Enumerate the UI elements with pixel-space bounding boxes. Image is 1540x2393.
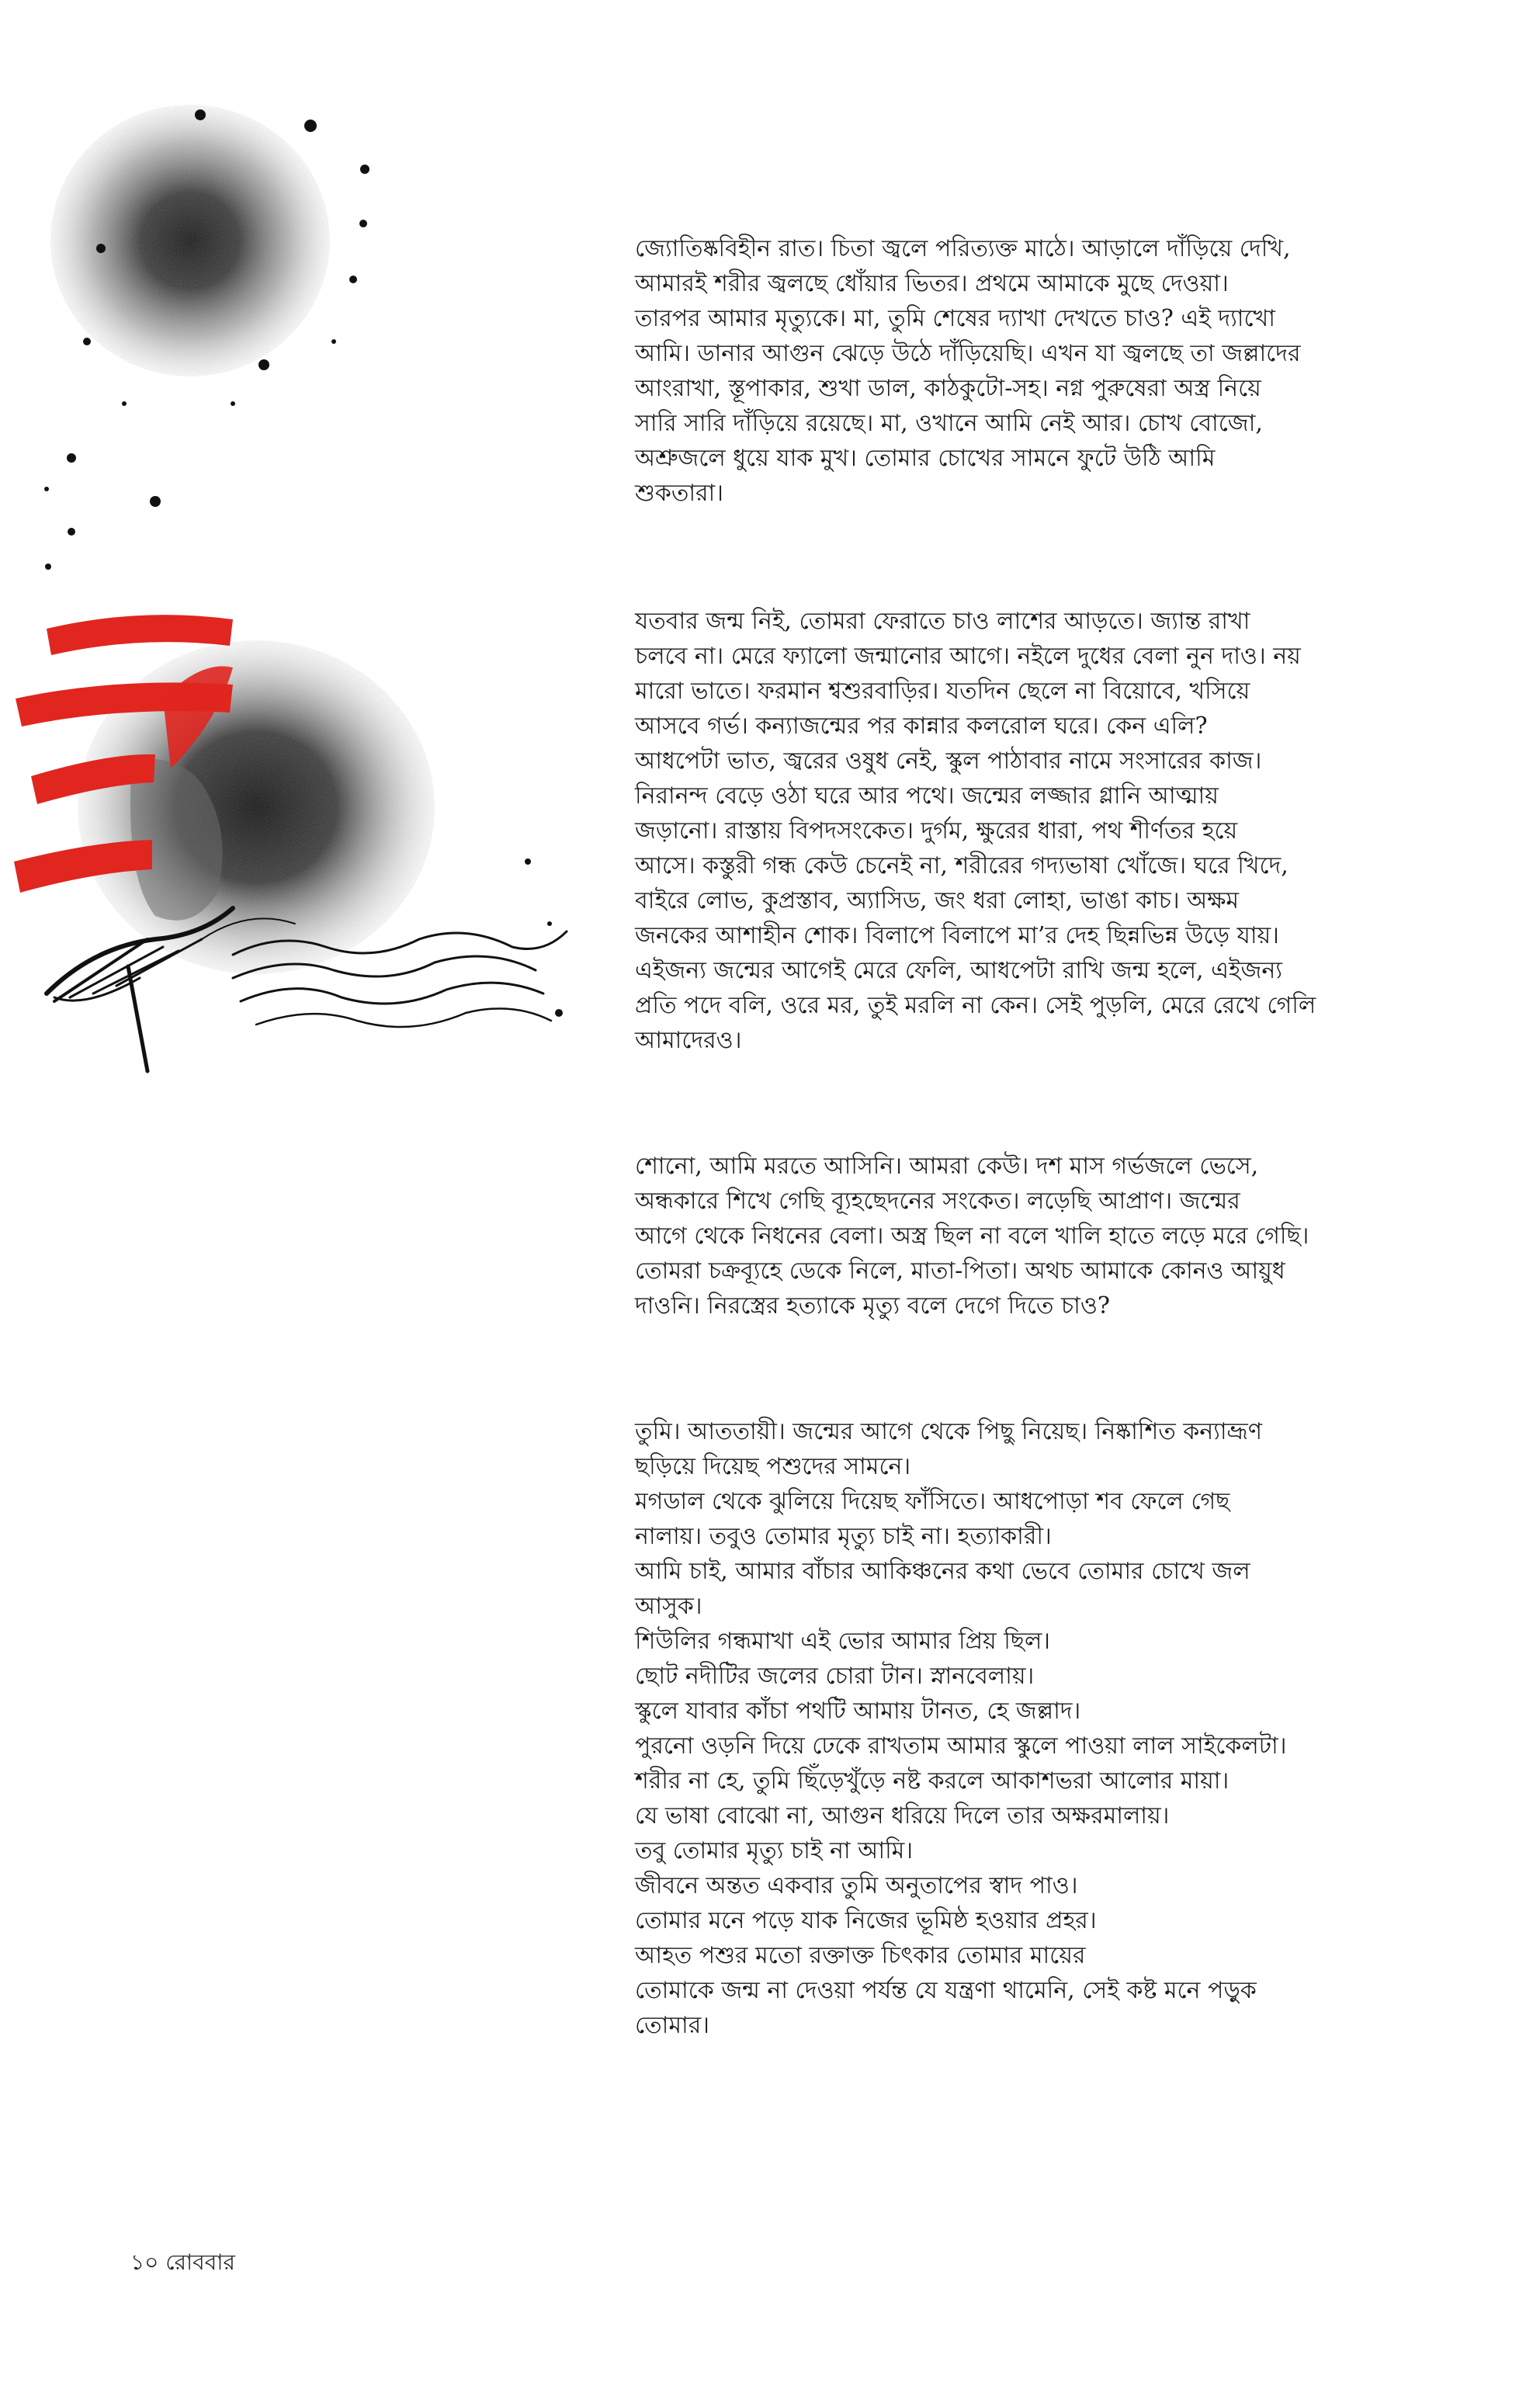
poem-paragraph-4: তুমি। আততায়ী। জন্মের আগে থেকে পিছু নিয়েছ। নিষ্কাশিত কন্যাভ্রূণ ছড়িয়ে দিয়েছ পশুদের সামনে। মগডাল থেকে ঝুলিয়ে দিয়েছ ফাঁসিতে। আধপোড়া শব ফেলে গেছ নালায়। তবুও তোমার মৃত্যু চাই না। হত্যাকারী। আমি চাই, আমার বাঁচার আকিঞ্চনের কথা ভেবে তোমার চোখে জল আসুক। শিউলির গন্ধমাখা এই ভোর আমার প্রিয় ছিল। ছোট নদীটির জলের চোরা টান। স্নানবেলায়। স্কুলে যাবার কাঁচা পথটি আমায় টানত, হে জল্লাদ। পুরনো ওড়নি দিয়ে ঢেকে রাখতাম আমার স্কুলে পাওয়া লাল সাইকেলটা। শরীর না হে, তুমি ছিঁড়েখুঁড়ে নষ্ট করলে আকাশভরা আলোর মায়া। যে ভাষা বোঝো না, আগুন ধরিয়ে দিলে তার অক্ষরমালায়। তবু তোমার মৃত্যু চাই না আমি। জীবনে অন্তত একবার তুমি অনুতাপের স্বাদ পাও। তোমার মনে পড়ে যাক নিজের ভূমিষ্ঠ হওয়ার প্রহর। আহত পশুর মতো রক্তাক্ত চিৎকার তোমার মায়ের তোমাকে জন্ম না দেওয়া পর্যন্ত যে যন্ত্রণা থামেনি, সেই কষ্ট মনে পড়ুক তোমার। bbox=[635, 1418, 1287, 2039]
poem-paragraph-2: যতবার জন্ম নিই, তোমরা ফেরাতে চাও লাশের আড়তে। জ্যান্ত রাখা চলবে না। মেরে ফ্যালো জন্মানোর আগে। নইলে দুধের বেলা নুন দাও। নয় মারো ভাতে। ফরমান শ্বশুরবাড়ির। যতদিন ছেলে না বিয়োবে, খসিয়ে আসবে গর্ভ। কন্যাজন্মের পর কান্নার কলরোল ঘরে। কেন এলি? আধপেটা ভাত, জ্বরের ওষুধ নেই, স্কুল পাঠাবার নামে সংসারের কাজ। নিরানন্দ বেড়ে ওঠা ঘরে আর পথে। জন্মের লজ্জার গ্লানি আত্মায় জড়ানো। রাস্তায় বিপদসংকেত। দুর্গম, ক্ষুরের ধারা, পথ শীর্ণতর হয়ে আসে। কস্তুরী গন্ধ কেউ চেনেই না, শরীরের গদ্যভাষা খোঁজে। ঘরে খিদে, বাইরে লোভ, কুপ্রস্তাব, অ্যাসিড, জং ধরা লোহা, ভাঙা কাচ। অক্ষম জনকের আশাহীন শোক। বিলাপে বিলাপে মা’র দেহ ছিন্নভিন্ন উড়ে যায়। এইজন্য জন্মের আগেই মেরে ফেলি, আধপেটা রাখি জন্ম হলে, এইজন্য প্রতি পদে বলি, ওরে মর, তুই মরলি না কেন। সেই পুড়লি, মেরে রেখে গেলি আমাদেরও। bbox=[635, 608, 1316, 1054]
page-folio: ১০ রোববার bbox=[130, 2249, 235, 2275]
ink-illustration bbox=[0, 85, 590, 1087]
upper-ink-blot bbox=[50, 105, 330, 376]
poem-paragraph-3: শোনো, আমি মরতে আসিনি। আমরা কেউ। দশ মাস গর্ভজলে ভেসে, অন্ধকারে শিখে গেছি ব্যূহছেদনের সংকেত। লড়েছি আপ্রাণ। জন্মের আগে থেকে নিধনের বেলা। অস্ত্র ছিল না বলে খালি হাতে লড়ে মরে গেছি। তোমরা চক্রব্যূহে ডেকে নিলে, মাতা-পিতা। অথচ আমাকে কোনও আয়ুধ দাওনি। নিরস্ত্রের হত্যাকে মৃত্যু বলে দেগে দিতে চাও? bbox=[635, 1153, 1309, 1320]
poem-paragraph-1: জ্যোতিষ্কবিহীন রাত। চিতা জ্বলে পরিত্যক্ত মাঠে। আড়ালে দাঁড়িয়ে দেখি, আমারই শরীর জ্বলছে ধোঁয়ার ভিতর। প্রথমে আমাকে মুছে দেওয়া। তারপর আমার মৃত্যুকে। মা, তুমি শেষের দ্যাখা দেখতে চাও? এই দ্যাখো আমি। ডানার আগুন ঝেড়ে উঠে দাঁড়িয়েছি। এখন যা জ্বলছে তা জল্লাদের আংরাখা, স্তূপাকার, শুখা ডাল, কাঠকুটো-সহ। নগ্ন পুরুষেরা অস্ত্র নিয়ে সারি সারি দাঁড়িয়ে রয়েছে। মা, ওখানে আমি নেই আর। চোখ বোজো, অশ্রুজলে ধুয়ে যাক মুখ। তোমার চোখের সামনে ফুটে উঠি আমি শুকতারা। bbox=[635, 235, 1301, 507]
poem-text-column bbox=[635, 231, 1450, 2043]
